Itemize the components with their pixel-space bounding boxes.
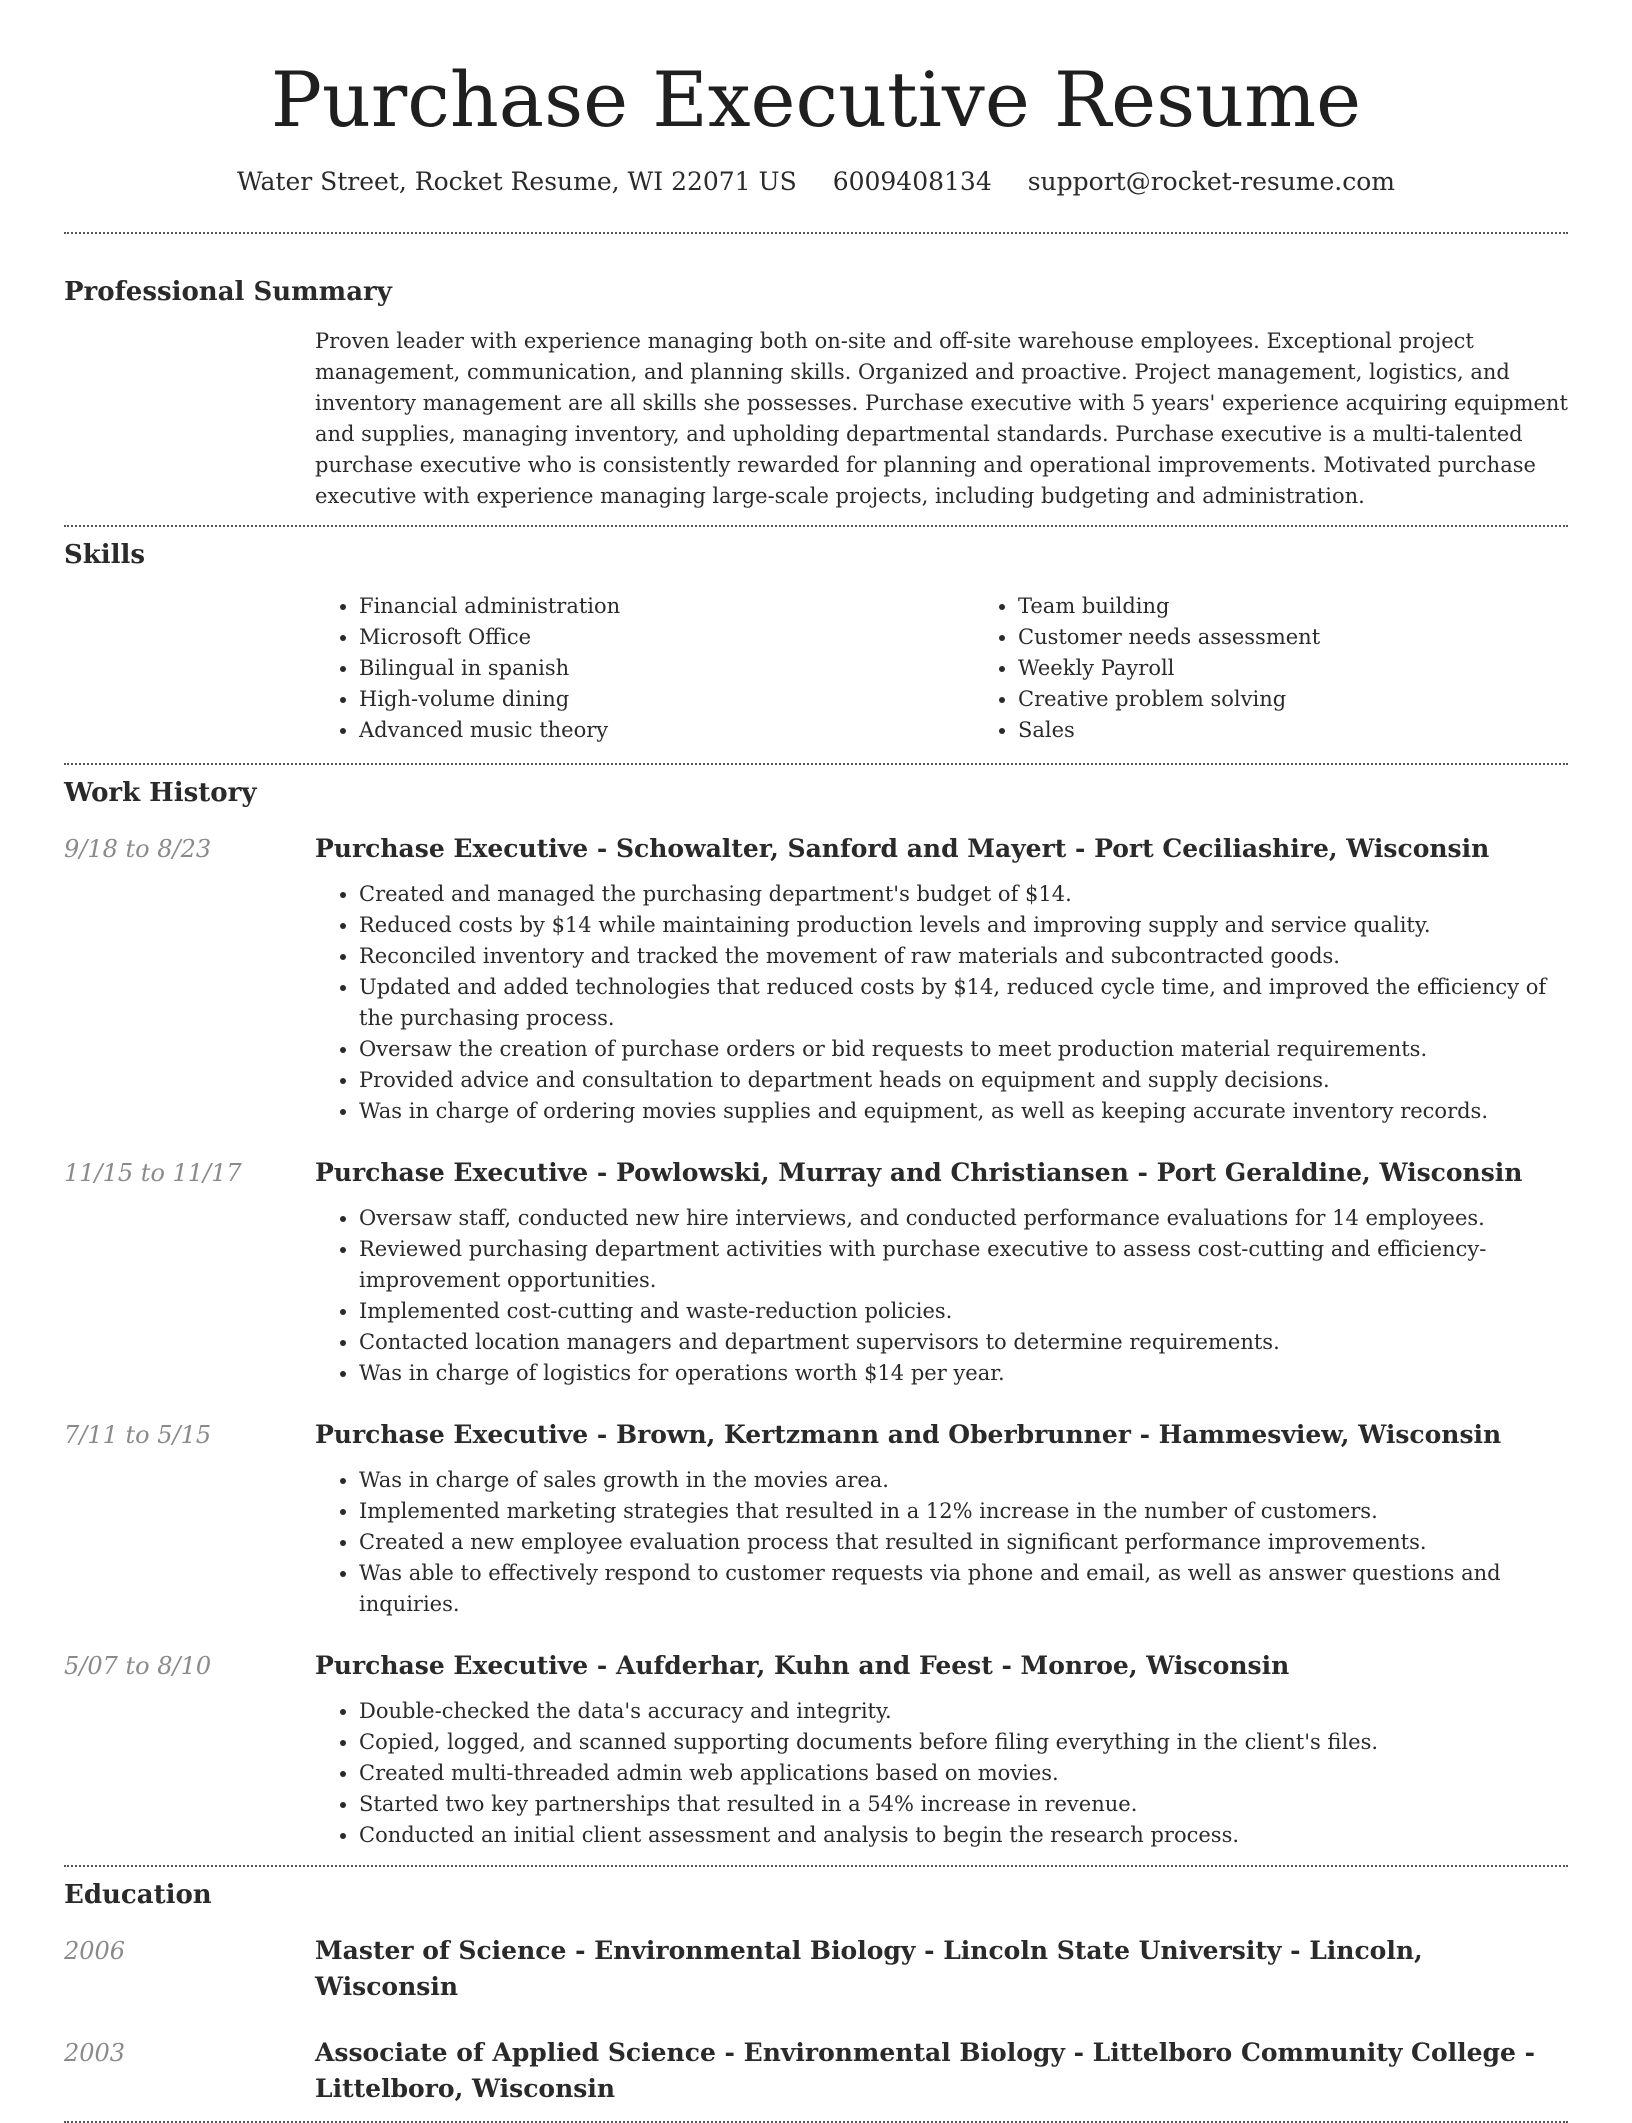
resume-title: Purchase Executive Resume — [270, 55, 1362, 144]
job-bullet: • Conducted an initial client assessment and analysis to begin the research process. — [359, 1820, 1568, 1851]
skill-item: • Financial administration — [359, 591, 974, 622]
skill-item: • Team building — [1018, 591, 1632, 622]
summary-heading: Professional Summary — [64, 277, 392, 307]
job-bullet: • Started two key partnerships that resulted in a 54% increase in revenue. — [359, 1789, 1568, 1820]
job-dates: 9/18 to 8/23 — [64, 835, 212, 863]
skills-section — [64, 537, 1568, 746]
job-bullet: • Contacted location managers and department supervisors to determine requirements. — [359, 1327, 1568, 1358]
contact-email: support@rocket-resume.com — [1027, 167, 1396, 196]
job-title: Purchase Executive - Powlowski, Murray and Christiansen - Port Geraldine, Wisconsin — [315, 1158, 1523, 1187]
job-bullet: • Implemented marketing strategies that resulted in a 12% increase in the number of customers. — [359, 1496, 1568, 1527]
skill-item: • Microsoft Office — [359, 622, 974, 653]
summary-section — [64, 274, 1568, 512]
job-title: Purchase Executive - Schowalter, Sanford and Mayert - Port Ceciliashire, Wisconsin — [315, 834, 1490, 863]
job-bullet: • Created a new employee evaluation process that resulted in significant performance improvements. — [359, 1527, 1568, 1558]
job-dates: 5/07 to 8/10 — [64, 1652, 212, 1680]
job-dates: 7/11 to 5/15 — [64, 1421, 212, 1449]
skills-heading: Skills — [64, 540, 146, 570]
job-entry — [64, 831, 1568, 1127]
job-bullet: • Was able to effectively respond to customer requests via phone and email, as well as answer questions and inquiries. — [359, 1558, 1568, 1620]
job-bullet: • Provided advice and consultation to department heads on equipment and supply decisions. — [359, 1065, 1568, 1096]
job-title: Purchase Executive - Aufderhar, Kuhn and Feest - Monroe, Wisconsin — [315, 1651, 1290, 1680]
job-entry — [64, 1155, 1568, 1389]
job-bullet: • Copied, logged, and scanned supporting documents before filing everything in the client's files. — [359, 1727, 1568, 1758]
job-entry — [64, 1417, 1568, 1620]
contact-address: Water Street, Rocket Resume, WI 22071 US — [236, 167, 797, 196]
contact-line — [64, 164, 1568, 200]
skills-list-right — [974, 591, 1632, 746]
job-bullet: • Was in charge of ordering movies supplies and equipment, as well as keeping accurate inventory records. — [359, 1096, 1568, 1127]
job-bullet: • Created and managed the purchasing department's budget of $14. — [359, 879, 1568, 910]
job-title: Purchase Executive - Brown, Kertzmann and Oberbrunner - Hammesview, Wisconsin — [315, 1420, 1502, 1449]
job-bullet: • Created multi-threaded admin web applications based on movies. — [359, 1758, 1568, 1789]
job-bullet: • Was in charge of logistics for operations worth $14 per year. — [359, 1358, 1568, 1389]
skill-item: • Weekly Payroll — [1018, 653, 1632, 684]
divider — [64, 525, 1568, 527]
divider — [64, 232, 1568, 234]
education-year: 2003 — [64, 2039, 126, 2067]
education-title: Associate of Applied Science - Environmental Biology - Littelboro Community College - Littelboro, Wisconsin — [315, 2038, 1535, 2103]
job-bullet: • Reviewed purchasing department activities with purchase executive to assess cost-cutting and efficiency-improvement opportunities. — [359, 1234, 1568, 1296]
job-bullet: • Reconciled inventory and tracked the movement of raw materials and subcontracted goods. — [359, 941, 1568, 972]
skill-item: • Advanced music theory — [359, 715, 974, 746]
skills-list-left — [315, 591, 974, 746]
work-heading: Work History — [64, 778, 257, 808]
job-entry — [64, 1648, 1568, 1851]
job-bullet: • Reduced costs by $14 while maintaining production levels and improving supply and service quality. — [359, 910, 1568, 941]
skill-item: • Bilingual in spanish — [359, 653, 974, 684]
job-bullet: • Oversaw staff, conducted new hire interviews, and conducted performance evaluations for 14 employees. — [359, 1203, 1568, 1234]
education-section — [64, 1877, 1568, 2107]
education-entry — [64, 1933, 1568, 2005]
summary-text: Proven leader with experience managing both on-site and off-site warehouse employees. Exceptional project management, communication, and planning skills. Organized and proactive. Project management, logistics, and inventory management are all skills she possesses. Purchase executive with 5 years' experience acquiring equipment and supplies, managing inventory, and upholding departmental standards. Purchase executive is a multi-talented purchase executive who is consistently rewarded for planning and operational improvements. Motivated purchase executive with experience managing large-scale projects, including budgeting and administration. — [315, 329, 1568, 508]
job-bullet: • Oversaw the creation of purchase orders or bid requests to meet production material requirements. — [359, 1034, 1568, 1065]
job-bullets — [315, 1696, 1568, 1851]
education-entry — [64, 2035, 1568, 2107]
divider — [64, 763, 1568, 765]
job-bullet: • Implemented cost-cutting and waste-reduction policies. — [359, 1296, 1568, 1327]
job-bullet: • Was in charge of sales growth in the movies area. — [359, 1465, 1568, 1496]
job-bullet: • Double-checked the data's accuracy and integrity. — [359, 1696, 1568, 1727]
skill-item: • Customer needs assessment — [1018, 622, 1632, 653]
education-year: 2006 — [64, 1937, 126, 1965]
education-title: Master of Science - Environmental Biology - Lincoln State University - Lincoln, Wisconsin — [315, 1936, 1423, 2001]
job-bullet: • Updated and added technologies that reduced costs by $14, reduced cycle time, and improved the efficiency of the purchasing process. — [359, 972, 1568, 1034]
job-bullets — [315, 1465, 1568, 1620]
skill-item: • Creative problem solving — [1018, 684, 1632, 715]
skill-item: • Sales — [1018, 715, 1632, 746]
divider — [64, 1865, 1568, 1867]
job-bullets — [315, 879, 1568, 1127]
skill-item: • High-volume dining — [359, 684, 974, 715]
work-section — [64, 775, 1568, 1851]
job-dates: 11/15 to 11/17 — [64, 1159, 242, 1187]
job-bullets — [315, 1203, 1568, 1389]
contact-phone: 6009408134 — [832, 167, 992, 196]
education-heading: Education — [64, 1880, 212, 1910]
